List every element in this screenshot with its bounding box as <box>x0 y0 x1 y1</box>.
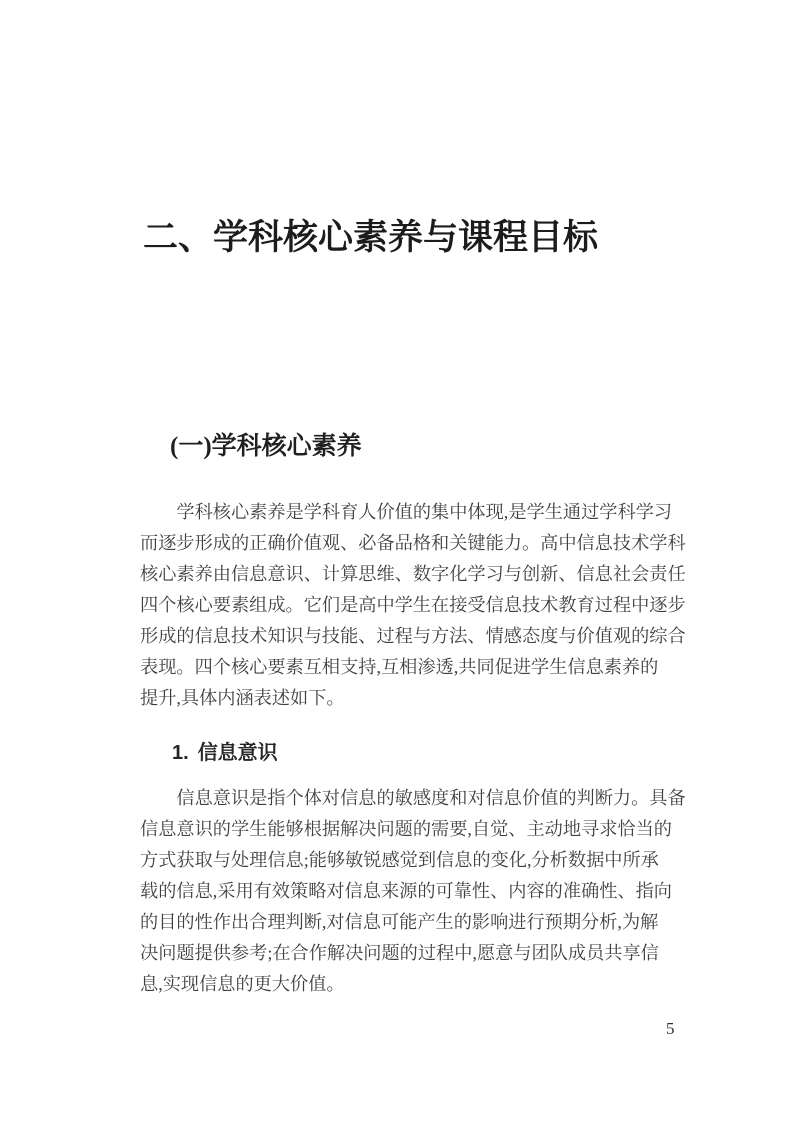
section-heading: (一)学科核心素养 <box>170 433 362 460</box>
section-intro-paragraph <box>140 497 688 714</box>
text-line: 信息意识是指个体对信息的敏感度和对信息价值的判断力。具备 <box>176 788 686 808</box>
text-line: 息,实现信息的更大价值。 <box>140 974 345 994</box>
subsection-body-paragraph <box>140 783 688 1000</box>
text-line: 学科核心素养是学科育人价值的集中体现,是学生通过学科学习 <box>176 502 673 522</box>
text-line: 的目的性作出合理判断,对信息可能产生的影响进行预期分析,为解 <box>140 912 659 932</box>
text-line: 表现。四个核心要素互相支持,互相渗透,共同促进学生信息素养的 <box>140 657 659 677</box>
text-line: 四个核心要素组成。它们是高中学生在接受信息技术教育过程中逐步 <box>140 595 686 615</box>
chapter-title: 二、学科核心素养与课程目标 <box>143 218 599 257</box>
page-number: 5 <box>666 1019 675 1038</box>
text-line: 提升,具体内涵表述如下。 <box>140 688 345 708</box>
text-line: 方式获取与处理信息;能够敏锐感觉到信息的变化,分析数据中所承 <box>140 850 659 870</box>
text-line: 决问题提供参考;在合作解决问题的过程中,愿意与团队成员共享信 <box>140 943 659 963</box>
text-line: 载的信息,采用有效策略对信息来源的可靠性、内容的准确性、指向 <box>140 881 672 901</box>
subsection-title: 信息意识 <box>197 742 278 764</box>
text-line: 信息意识的学生能够根据解决问题的需要,自觉、主动地寻求恰当的 <box>140 819 672 839</box>
text-line: 形成的信息技术知识与技能、过程与方法、情感态度与价值观的综合 <box>140 626 686 646</box>
subsection-number: 1. <box>172 742 189 764</box>
text-line: 核心素养由信息意识、计算思维、数字化学习与创新、信息社会责任 <box>140 564 686 584</box>
subsection-heading <box>172 740 278 766</box>
text-line: 而逐步形成的正确价值观、必备品格和关键能力。高中信息技术学科 <box>140 533 686 553</box>
